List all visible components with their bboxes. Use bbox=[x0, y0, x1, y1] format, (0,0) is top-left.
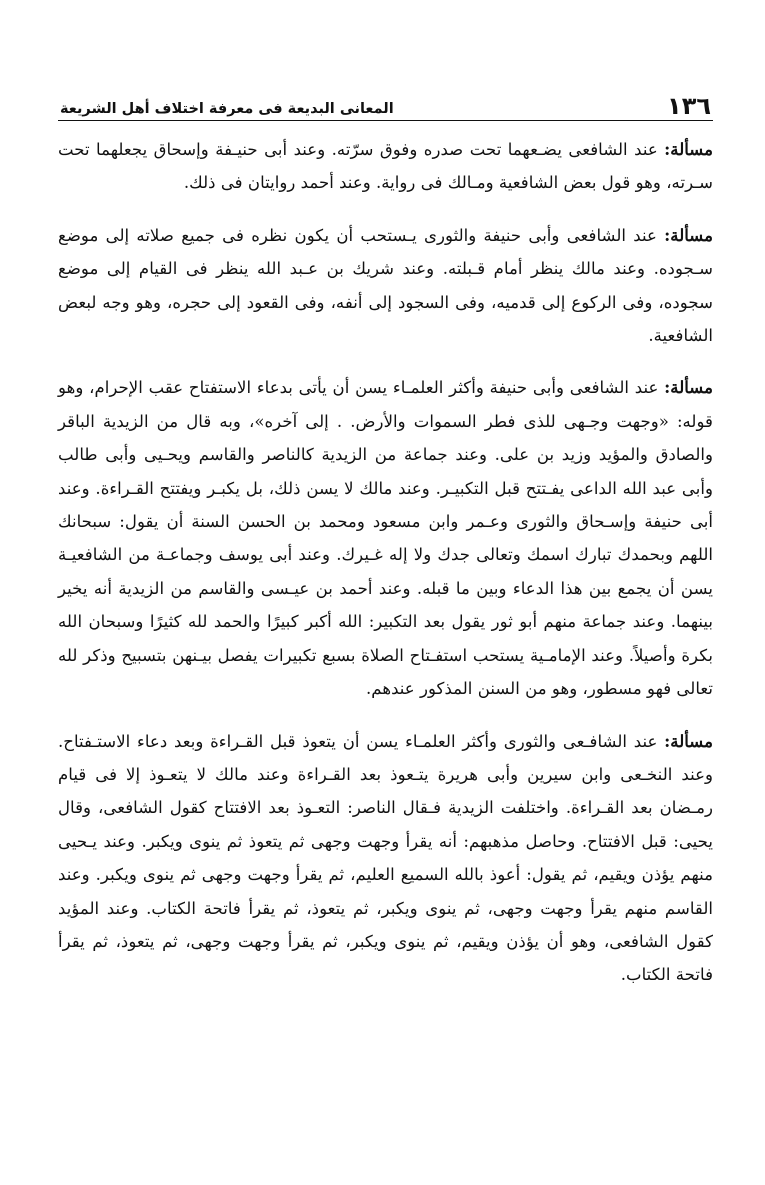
masala-text: عند الشافعى وأبى حنيفة وأكثر العلمـاء يسن أن يأتى بدعاء الاستفتاح عقب الإحرام، وهو قوله: «وجهت وجـهى للذى فطر السموات والأرض. . إلى آخره»، وبه قال من الزيدية الباقر والصادق والمؤيد وزيد بن على. وعند جماعة من الزيدية كالناصر والقاسم ويحـيى وأبى طالب وأبى عبد الله الداعى يفـتتح قبل التكبيـر. وعند مالك لا يسن ذلك، بل يكبـر ويفتتح القـراءة. وعند أبى حنيفة وإسـحاق والثورى وعـمر وابن مسعود ومحمد بن الحسن السنة أن يقول: سبحانك اللهم وبحمدك تبارك اسمك وتعالى جدك ولا إله غـيرك. وعند أبى يوسف وجماعـة من الشافعيـة يسن أن يجمع بين هذا الدعاء وبين ما قبله. وعند أحمد بن عيـسى والقاسم من الزيدية أنه يخير بينهما. وعند جماعة منهم أبو ثور يقول بعد التكبير: الله أكبر كبيرًا والحمد لله كثيرًا وسبحان الله بكرة وأصيلاً. وعند الإمامـية يستحب استفـتاح الصلاة بسبع تكبيرات يفصل بيـنهن بتسبيح وذكر لله تعالى فهو مسطور، وهو من السنن المذكور عندهم. bbox=[58, 378, 713, 699]
page-header bbox=[58, 88, 713, 121]
masala-paragraph bbox=[58, 133, 713, 200]
masala-text: عند الشافعى وأبى حنيفة والثورى يـستحب أن يكون نظره فى جميع صلاته إلى موضع سـجوده. وعند مالك ينظر أمام قـبلته. وعند شريك بن عـبد الله ينظر فى القيام إلى موضع سجوده، وفى الركوع إلى قدميه، وفى السجود إلى أنفه، وفى القعود إلى حجره، وهو وجه لبعض الشافعية. bbox=[58, 225, 713, 346]
masala-label: مسألة: bbox=[664, 377, 713, 398]
masala-label: مسألة: bbox=[664, 730, 713, 751]
page-number: ١٣٦ bbox=[667, 92, 711, 120]
masala-paragraph bbox=[58, 219, 713, 353]
masala-text: عند الشافـعى والثورى وأكثر العلمـاء يسن أن يتعوذ قبل القـراءة وبعد دعاء الاستـفتاح. وعند النخـعى وابن سيرين وأبى هريرة يتـعوذ بعد القـراءة وعند مالك لا يتعـوذ إلا فى قيام رمـضان بعد القـراءة. واختلفت الزيدية فـقال الناصر: التعـوذ بعد الافتتاح كقول الشافعى، وقال يحيى: قبل الافتتاح. وحاصل مذهبهم: أنه يقرأ وجهت وجهى ثم يتعوذ ثم ينوى ويكبر. وعند يـحيى منهم يؤذن ويقيم، ثم يقول: أعوذ بالله السميع العليم، ثم يقرأ وجهت وجهى ثم ينوى ويكبر. وعند القاسم منهم يقرأ وجهت وجهى، ثم ينوى ويكبر، ثم يتعوذ، ثم يقرأ فاتحة الكتاب. وعند المؤيد كقول الشافعى، وهو أن يؤذن ويقيم، ثم ينوى ويكبر، ثم يقرأ وجهت وجهى، ثم يتعوذ، ثم يقرأ فاتحة الكتاب. bbox=[58, 731, 713, 985]
masala-text: عند الشافعى يضـعهما تحت صدره وفوق سرّته. وعند أبى حنيـفة وإسحاق يجعلهما تحت سـرته، وهو قول بعض الشافعية ومـالك فى رواية. وعند أحمد روايتان فى ذلك. bbox=[58, 140, 713, 193]
running-title: المعانى البديعة فى معرفة اختلاف أهل الشريعة bbox=[60, 100, 394, 117]
masala-paragraph bbox=[58, 725, 713, 992]
masala-paragraph bbox=[58, 371, 713, 705]
page-body bbox=[58, 121, 713, 992]
masala-label: مسألة: bbox=[664, 224, 713, 245]
book-page bbox=[58, 88, 713, 1148]
masala-label: مسألة: bbox=[664, 139, 713, 159]
